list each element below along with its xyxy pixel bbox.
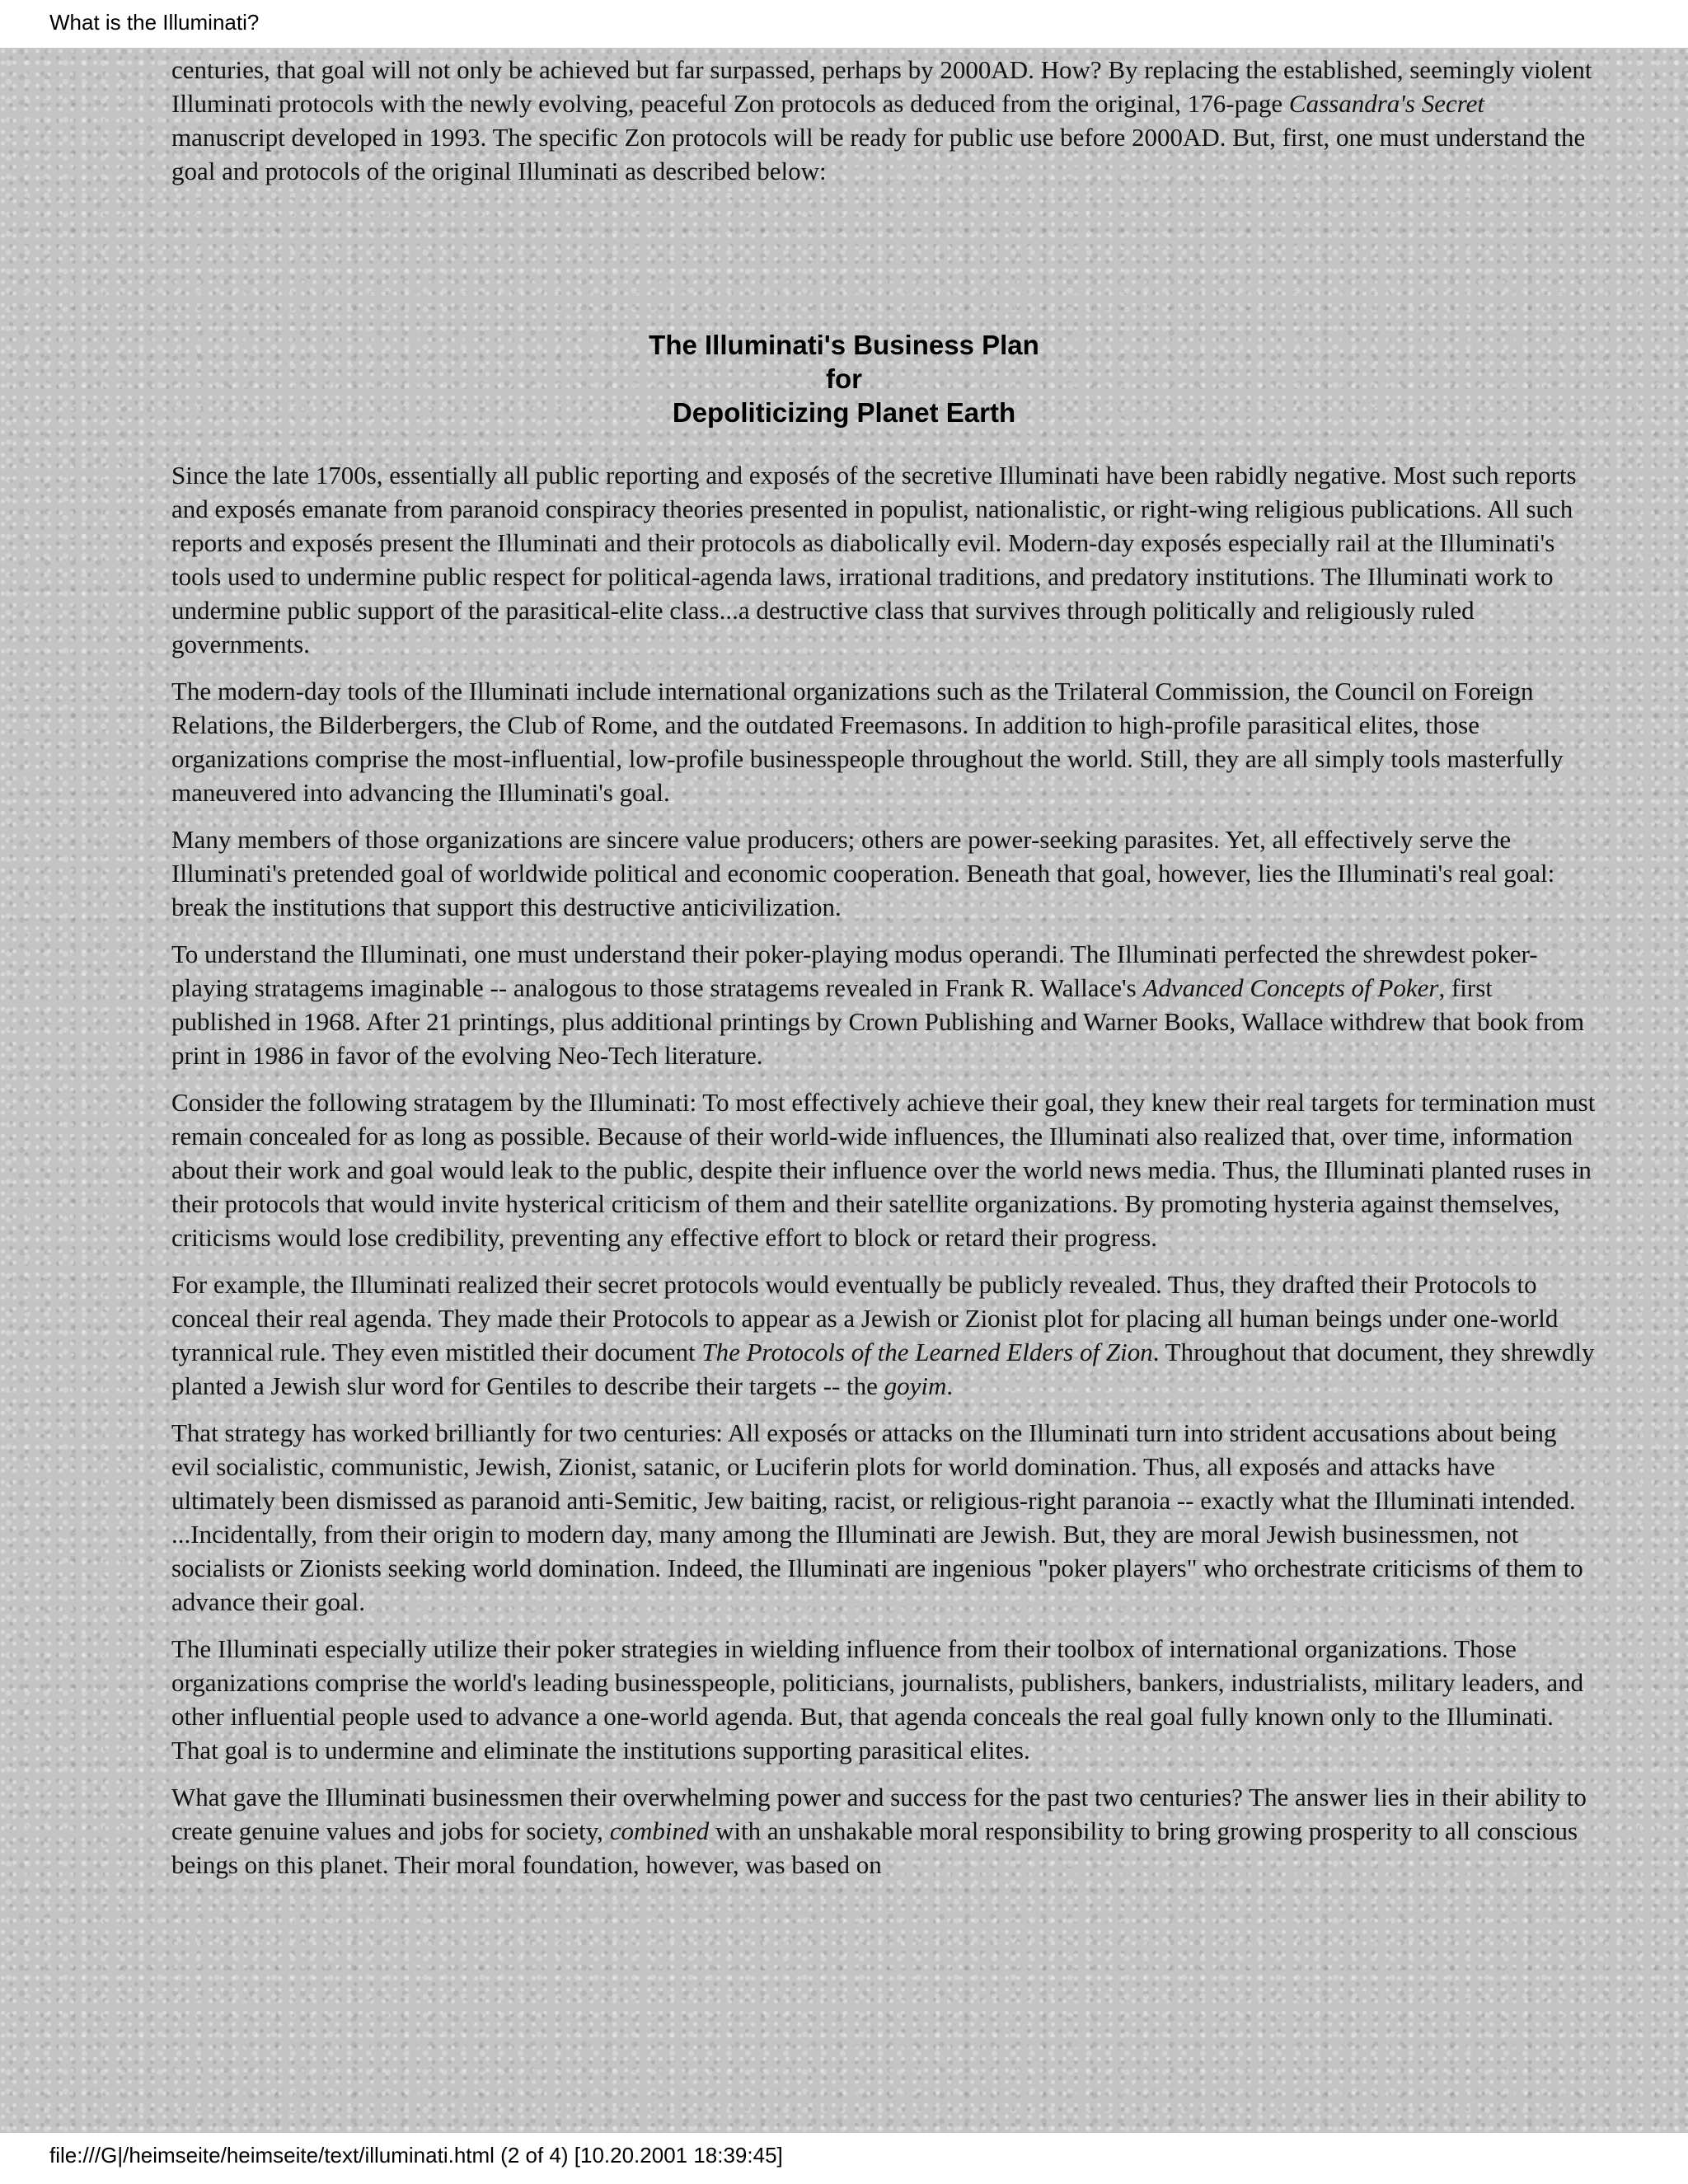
article-content [171, 53, 1596, 1879]
paragraph-9: What gave the Illuminati businessmen their overwhelming power and success for the past two centuries? The answer lies in their ability to create genuine values and jobs for society, combined with an unshakable moral responsibility to bring growing prosperity to all conscious beings on this planet. Their moral foundation, however, was based on [171, 1783, 1587, 1879]
book-title-advanced-concepts: Advanced Concepts of Poker [1142, 973, 1439, 1002]
paragraph-6: For example, the Illuminati realized their secret protocols would eventually be publicly revealed. Thus, they drafted their Protocols to conceal their real agenda. They made their Protocols to appear as a Jewish or Zionist plot for placing all human beings under one-world tyrannical rule. They even mistitled their document The Protocols of the Learned Elders of Zion. Throughout that document, they shrewdly planted a Jewish slur word for Gentiles to describe their targets -- the goyim. [171, 1270, 1595, 1400]
paragraph-7: That strategy has worked brilliantly for two centuries: All exposés or attacks on the Illuminati turn into strident accusations about being evil socialistic, communistic, Jewish, Zionist, satanic, or Luciferin plots for world domination. Thus, all exposés and attacks have ultimately been dismissed as paranoid anti-Semitic, Jew baiting, racist, or religious-right paranoia -- exactly what the Illuminati intended. ...Incidentally, from their origin to modern day, many among the Illuminati are Jewish. But, they are moral Jewish businessmen, not socialists or Zionists seeking world domination. Indeed, the Illuminati are ingenious "poker players" who orchestrate criticisms of them to advance their goal. [171, 1418, 1583, 1616]
word-combined: combined [609, 1816, 710, 1845]
document-title-protocols: The Protocols of the Learned Elders of Zion [701, 1338, 1153, 1366]
paragraph-1: Since the late 1700s, essentially all public reporting and exposés of the secretive Illuminati have been rabidly negative. Most such reports and exposés emanate from paranoid conspiracy theories presented in populist, nationalistic, or right-wing religious publications. All such reports and exposés present the Illuminati and their protocols as diabolically evil. Modern-day exposés especially rail at the Illuminati's tools used to undermine public respect for political-agenda laws, irrational traditions, and predatory institutions. The Illuminati work to undermine public support of the parasitical-elite class...a destructive class that survives through politically and religiously ruled governments. [171, 461, 1577, 658]
section-heading-line-3: Depoliticizing Planet Earth [672, 397, 1016, 428]
word-goyim: goyim [884, 1371, 947, 1400]
book-title-cassandras-secret: Cassandra's Secret [1288, 89, 1485, 118]
print-footer [0, 2133, 1688, 2184]
section-heading-line-2: for [826, 363, 862, 394]
paragraph-4: To understand the Illuminati, one must understand their poker-playing modus operandi. The Illuminati perfected the shrewdest poker-playing stratagems imaginable -- analogous to those stratagems revealed in Frank R. Wallace's Advanced Concepts of Poker, first published in 1968. After 21 printings, plus additional printings by Crown Publishing and Warner Books, Wallace withdrew that book from print in 1986 in favor of the evolving Neo-Tech literature. [171, 940, 1585, 1070]
paragraph-5: Consider the following stratagem by the Illuminati: To most effectively achieve their goal, they knew their real targets for termination must remain concealed for as long as possible. Because of their world-wide influences, the Illuminati also realized that, over time, information about their work and goal would leak to the public, despite their influence over the world news media. Thus, the Illuminati planted ruses in their protocols that would invite hysterical criticism of them and their satellite organizations. By promoting hysteria against themselves, criticisms would lose credibility, preventing any effective effort to block or retard their progress. [171, 1088, 1596, 1252]
section-heading [0, 328, 1688, 429]
body-text [171, 458, 1596, 1895]
paragraph-8: The Illuminati especially utilize their poker strategies in wielding influence from their toolbox of international organizations. Those organizations comprise the world's leading businesspeople, politicians, journalists, publishers, bankers, industrialists, military leaders, and other influential people used to advance a one-world agenda. But, that agenda conceals the real goal fully known only to the Illuminati. That goal is to undermine and eliminate the institutions supporting parasitical elites. [171, 1634, 1584, 1765]
page-body [0, 48, 1688, 2133]
print-header [0, 0, 1688, 48]
paragraph-3: Many members of those organizations are sincere value producers; others are power-seeking parasites. Yet, all effectively serve the Illuminati's pretended goal of worldwide political and economic cooperation. Beneath that goal, however, lies the Illuminati's real goal: break the institutions that support this destructive anticivilization. [171, 825, 1555, 921]
paragraph-2: The modern-day tools of the Illuminati include international organizations such as the Trilateral Commission, the Council on Foreign Relations, the Bilderbergers, the Club of Rome, and the outdated Freemasons. In addition to high-profile parasitical elites, those organizations comprise the most-influential, low-profile businesspeople throughout the world. Still, they are all simply tools masterfully maneuvered into advancing the Illuminati's goal. [171, 677, 1564, 807]
section-heading-line-1: The Illuminati's Business Plan [649, 330, 1039, 360]
print-header-title: What is the Illuminati? [49, 10, 260, 35]
intro-paragraph: centuries, that goal will not only be achieved but far surpassed, perhaps by 2000AD. How? By replacing the established, seemingly violent Illuminati protocols with the newly evolving, peaceful Zon protocols as deduced from the original, 176-page Cassandra's Secret manuscript developed in 1993. The specific Zon protocols will be ready for public use before 2000AD. But, first, one must understand the goal and protocols of the original Illuminati as described below: [171, 55, 1592, 185]
print-footer-url: file:///G|/heimseite/heimseite/text/illuminati.html (2 of 4) [10.20.2001 18:39:45] [49, 2143, 783, 2168]
